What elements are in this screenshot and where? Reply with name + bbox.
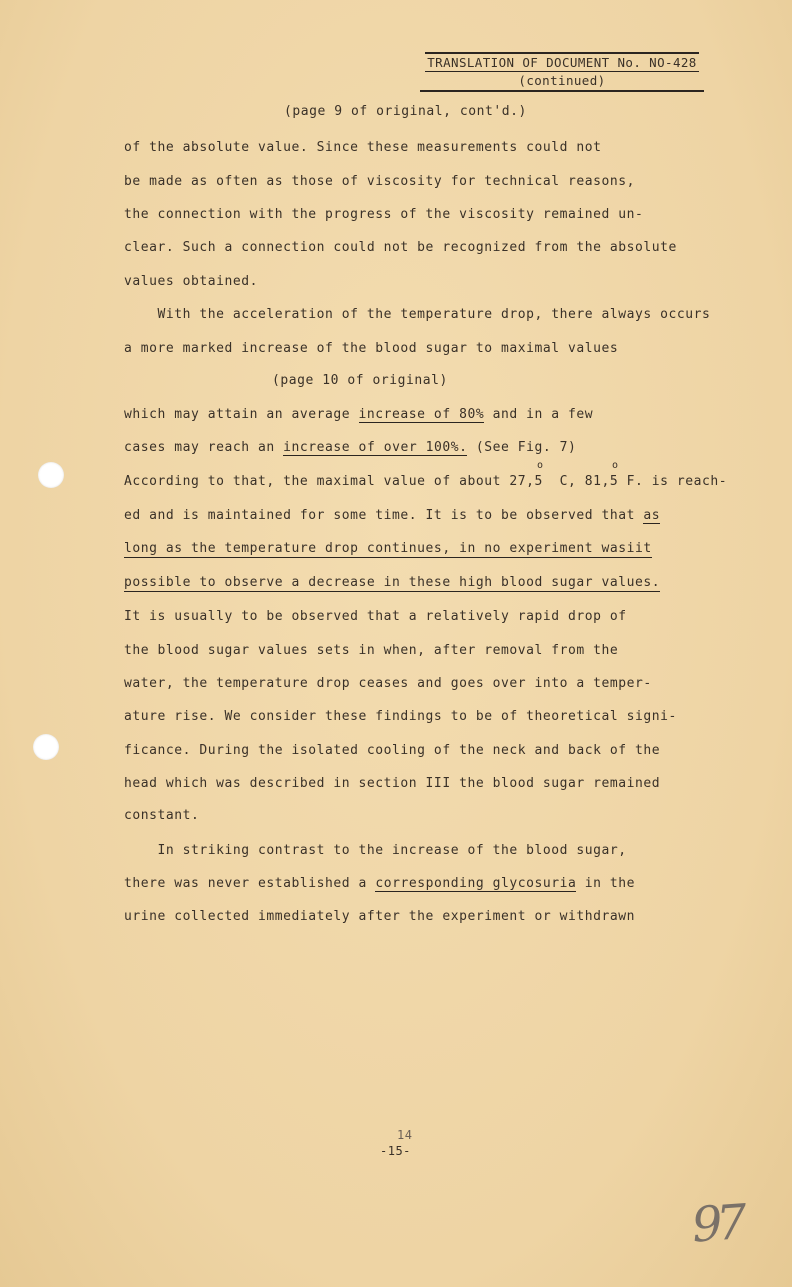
text-line-22	[124, 876, 635, 892]
text-span: in the	[576, 876, 635, 891]
text-line-2: be made as often as those of viscosity for technical reasons,	[124, 174, 635, 189]
text-span: which may attain an average	[124, 407, 359, 422]
page-number-crossed: 14	[397, 1128, 413, 1142]
text-line-19: head which was described in section III the blood sugar remained	[124, 776, 661, 791]
page-note-9: (page 9 of original, cont'd.)	[284, 104, 527, 119]
underlined-phrase: increase of 80%	[358, 407, 485, 422]
text-line-8	[124, 407, 593, 423]
page-number: -15-	[380, 1144, 411, 1158]
text-line-4: clear. Such a connection could not be recognized from the absolute	[124, 240, 677, 255]
text-line-10: According to that, the maximal value of about 27,5 C, 81,5 F. is reach-	[124, 474, 728, 489]
text-line-3: the connection with the progress of the viscosity remained un-	[124, 207, 644, 222]
text-line-14: It is usually to be observed that a relatively rapid drop of	[124, 609, 627, 624]
text-line-12: long as the temperature drop continues, in no experiment wasiit	[124, 541, 652, 556]
document-header	[420, 52, 704, 92]
text-line-18: ficance. During the isolated cooling of the neck and back of the	[124, 743, 661, 758]
text-span: cases may reach an	[124, 440, 284, 455]
punch-hole-top	[38, 462, 64, 488]
text-line-7: a more marked increase of the blood sugar to maximal values	[124, 341, 619, 356]
text-line-15: the blood sugar values sets in when, after removal from the	[124, 643, 619, 658]
text-span: (See Fig. 7)	[467, 440, 577, 455]
text-line-1: of the absolute value. Since these measurements could not	[124, 140, 602, 155]
text-span: and in a few	[484, 407, 594, 422]
text-span: there was never established a	[124, 876, 376, 891]
degree-mark-fahrenheit: o	[612, 460, 619, 471]
text-line-11	[124, 508, 660, 524]
underlined-phrase: increase of over 100%.	[283, 440, 468, 455]
degree-mark-celsius: o	[537, 460, 544, 471]
text-line-17: ature rise. We consider these findings to be of theoretical signi-	[124, 709, 677, 724]
text-line-9	[124, 440, 576, 456]
text-line-20: constant.	[124, 808, 200, 823]
text-line-5: values obtained.	[124, 274, 259, 289]
text-line-13: possible to observe a decrease in these high blood sugar values.	[124, 575, 661, 590]
punch-hole-bottom	[33, 734, 59, 760]
text-line-21: In striking contrast to the increase of the blood sugar,	[124, 843, 627, 858]
underlined-phrase: corresponding glycosuria	[375, 876, 577, 891]
header-continued: (continued)	[420, 72, 704, 92]
text-span: ed and is maintained for some time. It is to be observed that	[124, 508, 644, 523]
text-line-23: urine collected immediately after the experiment or withdrawn	[124, 909, 635, 924]
text-line-6: With the acceleration of the temperature drop, there always occurs	[124, 307, 711, 322]
text-line-16: water, the temperature drop ceases and goes over into a temper-	[124, 676, 652, 691]
page-note-10: (page 10 of original)	[272, 373, 448, 388]
header-title: TRANSLATION OF DOCUMENT No. NO-428	[425, 52, 698, 72]
handwritten-number: 97	[690, 1194, 743, 1254]
underlined-phrase: as	[643, 508, 661, 523]
